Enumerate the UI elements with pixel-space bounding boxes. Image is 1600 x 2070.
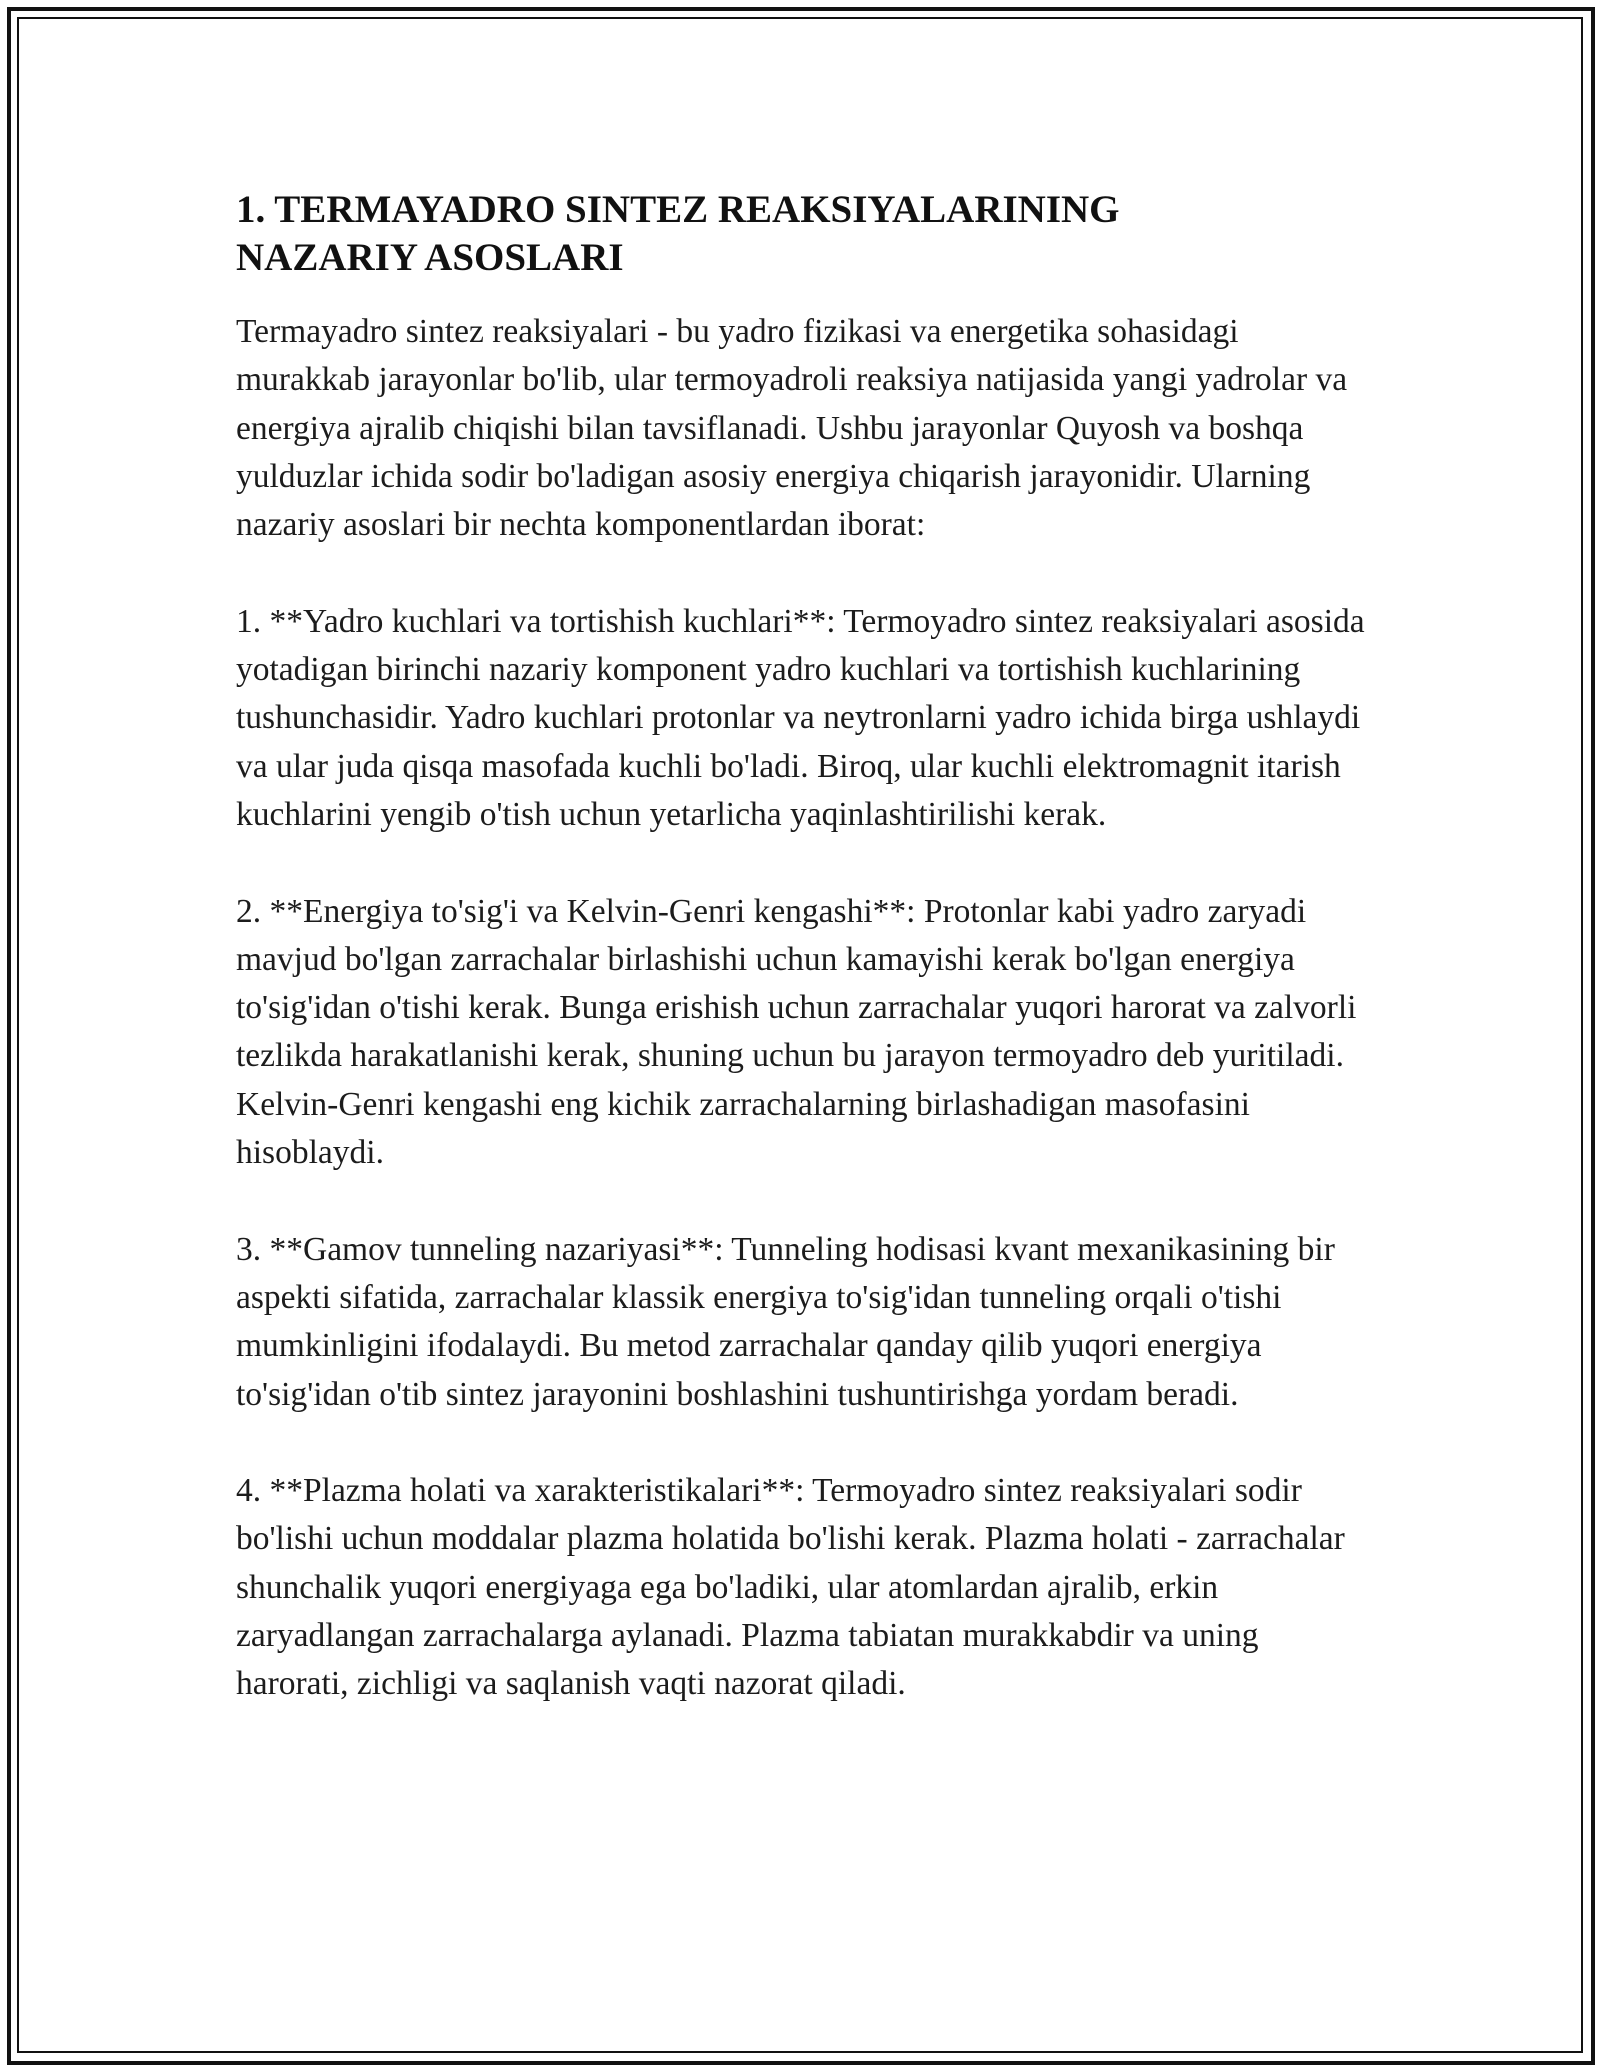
paragraph-energy-barrier: 2. **Energiya to'sig'i va Kelvin-Genri kengashi**: Protonlar kabi yadro zaryadi mavjud bo'lgan zarrachalar birlashishi uchun kamayishi kerak bo'lgan energiya to'sig'idan o'tishi kerak. Bunga erishish uchun zarrachalar yuqori harorat va zalvorli tezlikda harakatlanishi kerak, shuning uchun bu jarayon termoyadro deb yuritiladi. Kelvin-Genri kengashi eng kichik zarrachalarning birlashadigan masofasini hisoblaydi. bbox=[236, 892, 1357, 1172]
paragraph-nuclear-forces: 1. **Yadro kuchlari va tortishish kuchlari**: Termoyadro sintez reaksiyalari asosida yotadigan birinchi nazariy komponent yadro kuchlari va tortishish kuchlarining tushunchasidir. Yadro kuchlari protonlar va neytronlarni yadro ichida birga ushlaydi va ular juda qisqa masofada kuchli bo'ladi. Biroq, ular kuchli elektromagnit itarish kuchlarini yengib o'tish uchun yetarlicha yaqinlashtirilishi kerak. bbox=[236, 602, 1365, 833]
intro-paragraph: Termayadro sintez reaksiyalari - bu yadro fizikasi va energetika sohasidagi murakkab jarayonlar bo'lib, ular termoyadroli reaksiya natijasida yangi yadrolar va energiya ajralib chiqishi bilan tavsiflanadi. Ushbu jarayonlar Quyosh va boshqa yulduzlar ichida sodir bo'ladigan asosiy energiya chiqarish jarayonidir. Ularning nazariy asoslari bir nechta komponentlardan iborat: bbox=[236, 313, 1348, 544]
paragraph-plasma-state: 4. **Plazma holati va xarakteristikalari**: Termoyadro sintez reaksiyalari sodir bo'lishi uchun moddalar plazma holatida bo'lishi kerak. Plazma holati - zarrachalar shunchalik yuqori energiyaga ega bo'ladiki, ular atomlardan ajralib, erkin zaryadlangan zarrachalarga aylanadi. Plazma tabiatan murakkabdir va uning harorati, zichligi va saqlanish vaqti nazorat qiladi. bbox=[236, 1472, 1345, 1703]
paragraph-gamow-tunneling: 3. **Gamov tunneling nazariyasi**: Tunneling hodisasi kvant mexanikasining bir aspekti sifatida, zarrachalar klassik energiya to'sig'idan tunneling orqali o'tishi mumkinligini ifodalaydi. Bu metod zarrachalar qanday qilib yuqori energiya to'sig'idan o'tib sintez jarayonini boshlashini tushuntirishga yordam beradi. bbox=[236, 1230, 1335, 1413]
document-body bbox=[236, 186, 1376, 1709]
document-title-line-2: NAZARIY ASOSLARI bbox=[236, 236, 624, 279]
document-title bbox=[236, 186, 1376, 282]
document-title-line-1: 1. TERMAYADRO SINTEZ REAKSIYALARINING bbox=[236, 188, 1120, 231]
